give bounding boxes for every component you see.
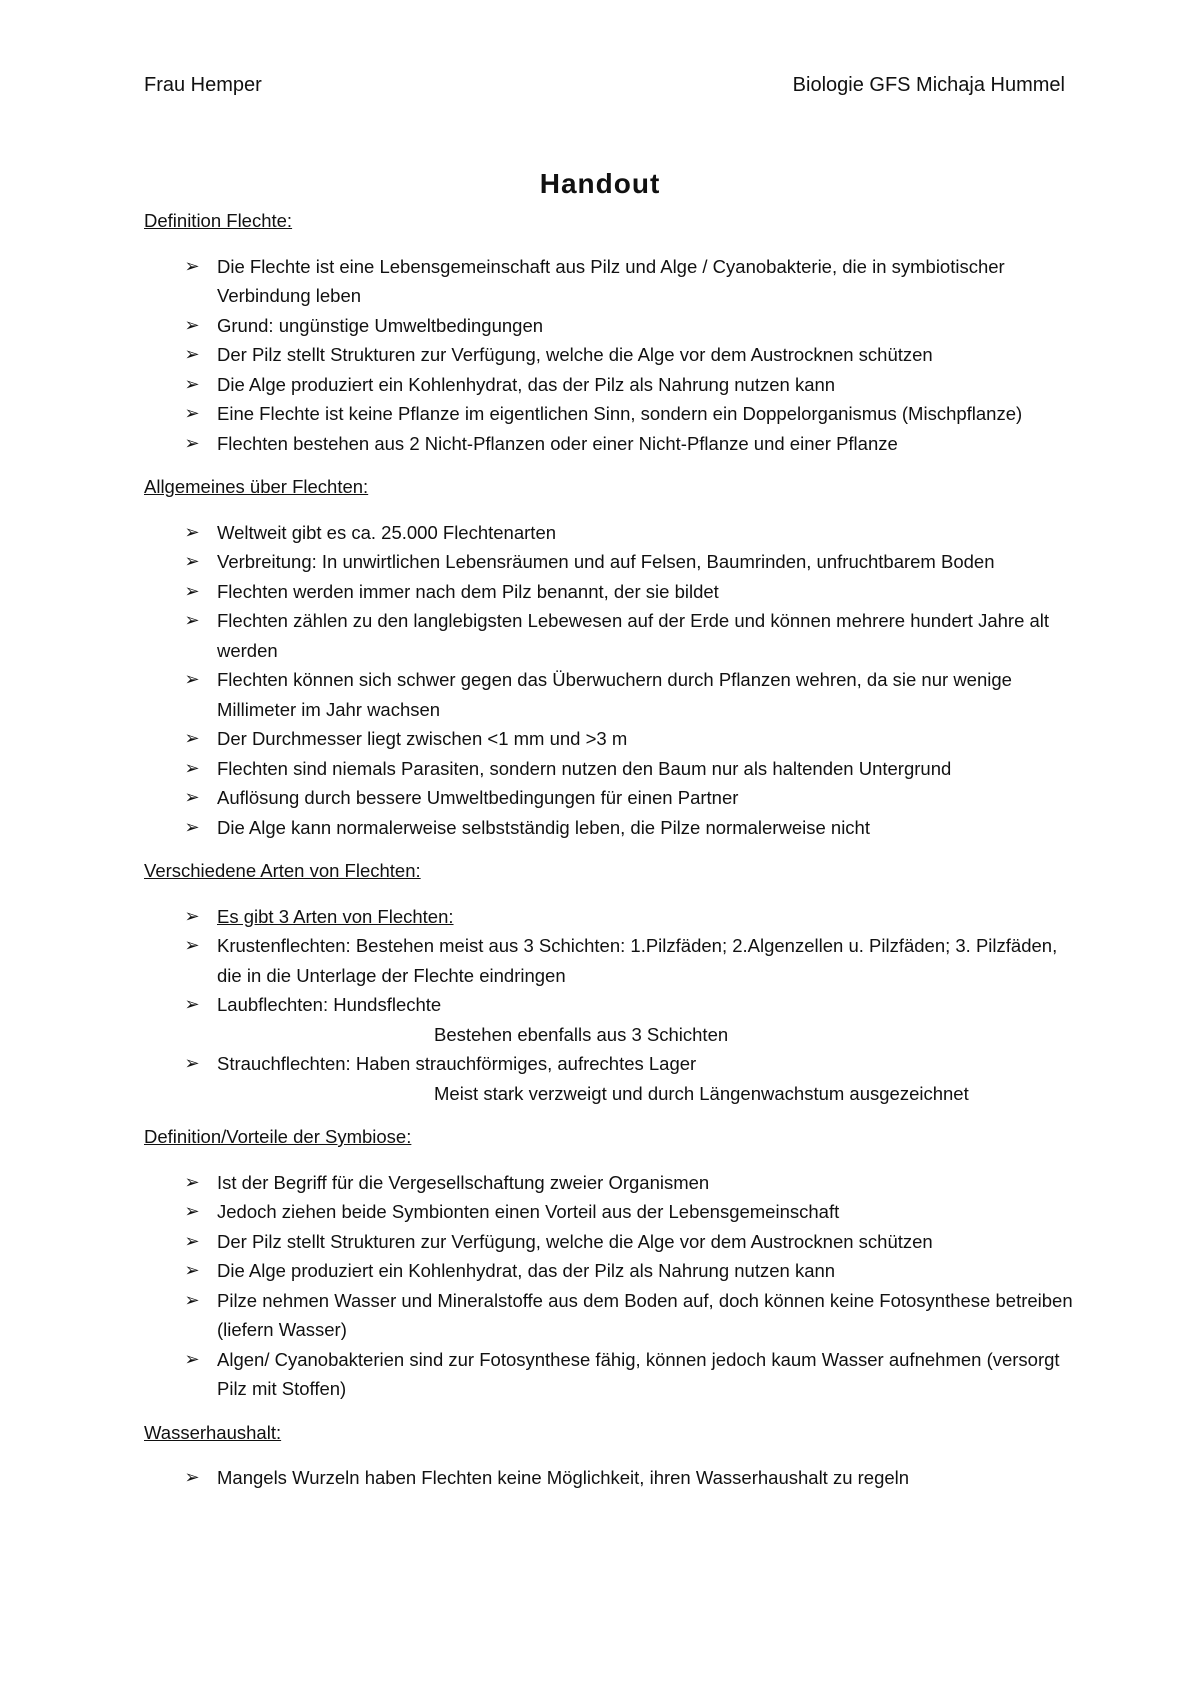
list-item: ➢ Verbreitung: In unwirtlichen Lebensräumen und auf Felsen, Baumrinden, unfruchtbarem Boden [144, 547, 1074, 577]
header-subject-author: Biologie GFS Michaja Hummel [792, 74, 1065, 96]
arrowhead-bullet-icon: ➢ [184, 314, 200, 336]
arrowhead-bullet-icon: ➢ [184, 757, 200, 779]
arrowhead-bullet-icon: ➢ [184, 1053, 200, 1074]
arrowhead-bullet-icon: ➢ [184, 1230, 200, 1252]
page-title: Handout [539, 168, 661, 199]
list-item: ➢ Auflösung durch bessere Umweltbedingungen für einen Partner [144, 783, 1074, 813]
header-teacher: Frau Hemper [144, 74, 262, 96]
arrowhead-bullet-icon: ➢ [184, 669, 200, 690]
list-item: ➢ Laubflechten: Hundsflechte Bestehen ebenfalls aus 3 Schichten [144, 990, 1074, 1049]
arrowhead-bullet-icon: ➢ [184, 1348, 200, 1370]
list-item: ➢ Flechten zählen zu den langlebigsten Lebewesen auf der Erde und können mehrere hundert Jahre alt werden [144, 606, 1074, 665]
sub-line-strauchflechten: Meist stark verzweigt und durch Längenwachstum ausgezeichnet [434, 1082, 969, 1104]
list-item: ➢ Weltweit gibt es ca. 25.000 Flechtenarten [144, 518, 1074, 548]
list-item: ➢ Algen/ Cyanobakterien sind zur Fotosynthese fähig, können jedoch kaum Wasser aufnehmen (versorgt Pilz mit Stoffen) [144, 1345, 1074, 1404]
list-item: ➢ Strauchflechten: Haben strauchförmiges, aufrechtes Lager Meist stark verzweigt und durch Längenwachstum ausgezeichnet [144, 1049, 1074, 1108]
list-item: ➢ Jedoch ziehen beide Symbionten einen Vorteil aus der Lebensgemeinschaft [144, 1197, 1074, 1227]
arrowhead-bullet-icon: ➢ [184, 816, 200, 838]
arrowhead-bullet-icon: ➢ [184, 787, 200, 808]
arrowhead-bullet-icon: ➢ [184, 1201, 200, 1222]
list-item: ➢ Krustenflechten: Bestehen meist aus 3 Schichten: 1.Pilzfäden; 2.Algenzellen u. Pilzfäden; 3. Pilzfäden, die in die Unterlage der Flechte eindringen [144, 931, 1074, 990]
section-heading-arten: Verschiedene Arten von Flechten: [144, 860, 421, 881]
list-item: ➢ Flechten bestehen aus 2 Nicht-Pflanzen oder einer Nicht-Pflanze und einer Pflanze [144, 429, 1074, 459]
arrowhead-bullet-icon: ➢ [184, 255, 200, 277]
list-item: ➢ Die Alge produziert ein Kohlenhydrat, das der Pilz als Nahrung nutzen kann [144, 1256, 1074, 1286]
arrowhead-bullet-icon: ➢ [184, 1260, 200, 1281]
arrowhead-bullet-icon: ➢ [184, 551, 200, 572]
arrowhead-bullet-icon: ➢ [184, 344, 200, 365]
list-item: ➢ Mangels Wurzeln haben Flechten keine Möglichkeit, ihren Wasserhaushalt zu regeln [144, 1463, 1074, 1493]
list-item: ➢ Die Alge kann normalerweise selbstständig leben, die Pilze normalerweise nicht [144, 813, 1074, 843]
arrowhead-bullet-icon: ➢ [184, 905, 200, 927]
list-item: ➢ Eine Flechte ist keine Pflanze im eigentlichen Sinn, sondern ein Doppelorganismus (Mischpflanze) [144, 399, 1074, 429]
list-item: ➢ Flechten werden immer nach dem Pilz benannt, der sie bildet [144, 577, 1074, 607]
list-item: ➢ Flechten können sich schwer gegen das Überwuchern durch Pflanzen wehren, da sie nur wenige Millimeter im Jahr wachsen [144, 665, 1074, 724]
bullet-list [144, 1463, 1074, 1493]
arrowhead-bullet-icon: ➢ [184, 1171, 200, 1193]
sub-line-laubflechten: Bestehen ebenfalls aus 3 Schichten [434, 1023, 729, 1045]
list-item: ➢ Der Pilz stellt Strukturen zur Verfügung, welche die Alge vor dem Austrocknen schützen [144, 340, 1074, 370]
arrowhead-bullet-icon: ➢ [184, 1289, 200, 1311]
section-heading-symbiose: Definition/Vorteile der Symbiose: [144, 1126, 412, 1147]
list-item: ➢ Es gibt 3 Arten von Flechten: [144, 902, 1074, 932]
list-item: ➢ Der Durchmesser liegt zwischen <1 mm und >3 m [144, 724, 1074, 754]
list-item: ➢ Pilze nehmen Wasser und Mineralstoffe aus dem Boden auf, doch können keine Fotosynthese betreiben (liefern Wasser) [144, 1286, 1074, 1345]
arrowhead-bullet-icon: ➢ [184, 521, 200, 543]
document-body [144, 206, 1074, 1507]
section-heading-allgemeines: Allgemeines über Flechten: [144, 476, 369, 497]
list-item: ➢ Der Pilz stellt Strukturen zur Verfügung, welche die Alge vor dem Austrocknen schützen [144, 1227, 1074, 1257]
list-item: ➢ Flechten sind niemals Parasiten, sondern nutzen den Baum nur als haltenden Untergrund [144, 754, 1074, 784]
list-item: ➢ Die Flechte ist eine Lebensgemeinschaft aus Pilz und Alge / Cyanobakterie, die in symbiotischer Verbindung leben [144, 252, 1074, 311]
arrowhead-bullet-icon: ➢ [184, 432, 200, 454]
arrowhead-bullet-icon: ➢ [184, 373, 200, 395]
bullet-list [144, 252, 1074, 459]
arrowhead-bullet-icon: ➢ [184, 1467, 200, 1488]
arrowhead-bullet-icon: ➢ [184, 994, 200, 1015]
arrowhead-bullet-icon: ➢ [184, 935, 200, 956]
bullet-list [144, 902, 1074, 1109]
list-item: ➢ Die Alge produziert ein Kohlenhydrat, das der Pilz als Nahrung nutzen kann [144, 370, 1074, 400]
bullet-list [144, 518, 1074, 843]
section-heading-definition-flechte: Definition Flechte: [144, 210, 293, 231]
list-item: ➢ Grund: ungünstige Umweltbedingungen [144, 311, 1074, 341]
bullet-list [144, 1168, 1074, 1404]
arrowhead-bullet-icon: ➢ [184, 403, 200, 424]
arrowhead-bullet-icon: ➢ [184, 580, 200, 602]
section-heading-wasserhaushalt: Wasserhaushalt: [144, 1421, 282, 1443]
arrowhead-bullet-icon: ➢ [184, 610, 200, 631]
arrowhead-bullet-icon: ➢ [184, 728, 200, 749]
list-item: ➢ Ist der Begriff für die Vergesellschaftung zweier Organismen [144, 1168, 1074, 1198]
